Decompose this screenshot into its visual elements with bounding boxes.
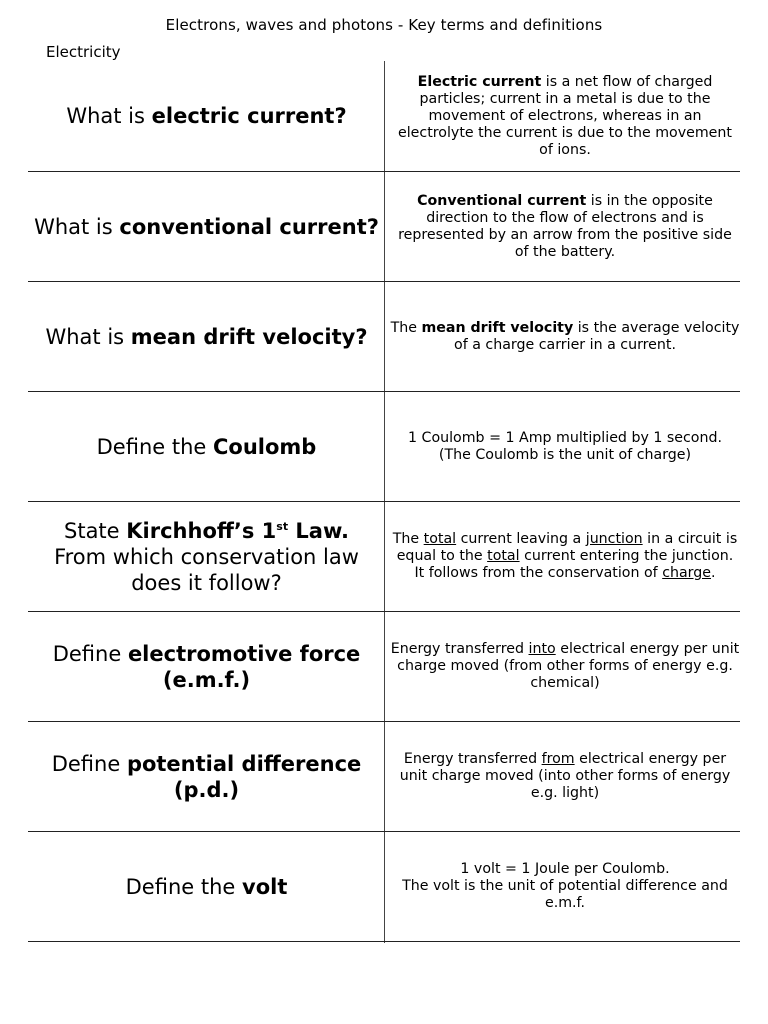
underlined-term: into [528, 641, 556, 657]
answer-text: is the average velocity of a charge carrier in a current. [454, 319, 740, 353]
answer-text: electrical energy per unit charge moved (from other forms of energy e.g. chemical) [397, 641, 740, 691]
question-cell [28, 392, 385, 501]
underlined-term: charge [662, 565, 711, 581]
question-text: State [64, 518, 127, 543]
answer-term: Electric current [417, 73, 542, 90]
answer-text: . [711, 565, 716, 581]
question-cell [28, 172, 385, 281]
ordinal-superscript: st [276, 519, 289, 533]
underlined-term: total [423, 531, 457, 547]
question-term: electromotive force (e.m.f.) [127, 641, 361, 692]
question-cell [28, 61, 385, 171]
table-row [28, 282, 740, 392]
table-row [28, 832, 740, 942]
question-cell [28, 282, 385, 391]
question-cell [28, 612, 385, 721]
question-text: What is [66, 104, 152, 128]
answer-cell [390, 502, 740, 611]
question-text: Define [51, 751, 127, 776]
question-cell [28, 832, 385, 941]
answer-text: Energy transferred [390, 641, 529, 657]
answer-term: mean drift velocity [421, 319, 574, 336]
answer-text: current leaving a [456, 531, 586, 547]
answer-cell [390, 612, 740, 721]
answer-text: in a circuit is equal to the [396, 531, 738, 564]
question-term: electric current? [151, 104, 347, 128]
answer-cell [390, 282, 740, 391]
question-cell [28, 502, 385, 611]
table-row [28, 172, 740, 282]
underlined-term: total [487, 548, 520, 564]
underlined-term: junction [585, 531, 643, 547]
underlined-term: from [541, 751, 575, 767]
definitions-table [28, 61, 740, 942]
answer-text: The [392, 531, 424, 547]
section-heading: Electricity [46, 43, 121, 61]
answer-text: is a net flow of charged particles; current in a metal is due to the movement of electrons, whereas in an electrolyte the current is due to the movement of ions. [398, 73, 732, 158]
answer-text: Energy transferred [403, 751, 542, 767]
answer-text: The [390, 319, 422, 336]
table-row [28, 722, 740, 832]
question-term: conventional current? [119, 214, 379, 239]
question-text: Define [52, 641, 128, 666]
question-term: potential difference (p.d.) [126, 751, 362, 802]
table-row [28, 612, 740, 722]
answer-text: 1 Coulomb = 1 Amp multiplied by 1 second. [408, 429, 722, 446]
question-term: Kirchhoff’s 1 [126, 518, 277, 543]
answer-cell [390, 61, 740, 171]
question-term: mean drift velocity? [130, 324, 368, 349]
answer-cell [390, 172, 740, 281]
answer-term: Conventional current [417, 192, 587, 209]
question-term: Law. [288, 518, 349, 543]
table-row [28, 502, 740, 612]
question-term: volt [242, 874, 288, 899]
answer-cell [390, 392, 740, 501]
question-term: Coulomb [213, 434, 317, 459]
answer-text: 1 volt = 1 Joule per Coulomb. [460, 861, 670, 877]
question-cell [28, 722, 385, 831]
answer-text: is in the opposite direction to the flow of electrons and is represented by an arrow from the positive side of the battery. [398, 192, 732, 260]
page-title: Electrons, waves and photons - Key terms and definitions [165, 16, 603, 34]
table-row [28, 392, 740, 502]
answer-text: It follows from the conservation of [414, 565, 663, 581]
question-text: From which conservation law does it follow? [54, 544, 359, 595]
answer-cell [390, 722, 740, 831]
question-text: What is [34, 214, 120, 239]
answer-text: (The Coulomb is the unit of charge) [438, 446, 692, 463]
answer-text: current entering the junction. [519, 548, 734, 564]
question-text: Define the [96, 434, 214, 459]
table-row [28, 61, 740, 172]
answer-cell [390, 832, 740, 941]
question-text: Define the [125, 874, 242, 899]
answer-text: The volt is the unit of potential difference and e.m.f. [402, 878, 728, 911]
answer-text: electrical energy per unit charge moved (into other forms of energy e.g. light) [399, 751, 731, 801]
question-text: What is [45, 324, 131, 349]
